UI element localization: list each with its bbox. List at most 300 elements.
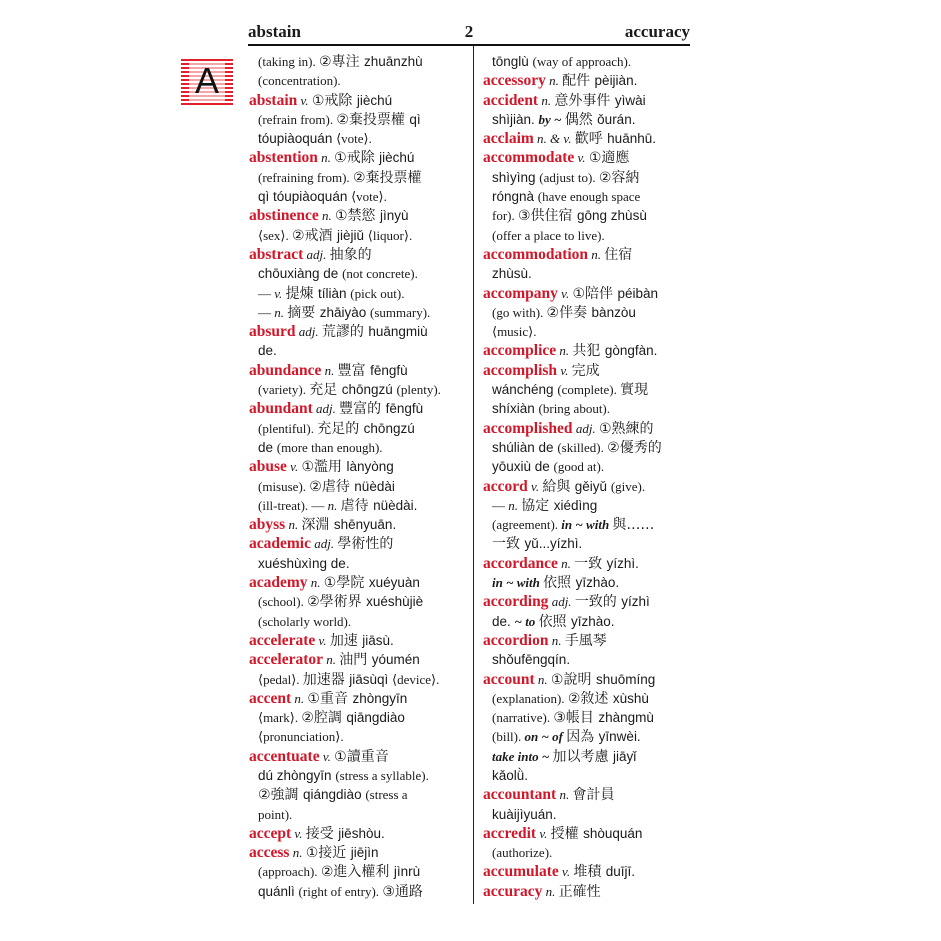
chinese-text: 充足的 xyxy=(317,420,364,437)
part-of-speech: adj. xyxy=(312,401,340,417)
part-of-speech: n. xyxy=(557,555,575,571)
pinyin: chōngzú xyxy=(363,420,415,436)
pinyin: qì xyxy=(409,111,421,127)
chinese-text: 因為 xyxy=(566,729,599,746)
entry-continuation-line xyxy=(483,52,690,71)
entry-continuation-line xyxy=(249,882,471,901)
pinyin: zhùsù. xyxy=(492,266,532,282)
pinyin: kǎolǜ. xyxy=(492,767,529,783)
headword: accommodation xyxy=(483,245,589,263)
headword: according xyxy=(483,593,549,611)
pinyin: shìyìng xyxy=(492,169,540,185)
headword: accomplice xyxy=(483,342,557,360)
entry-headline xyxy=(483,785,690,804)
chinese-text: ②容納 xyxy=(598,169,640,186)
part-of-speech: n. xyxy=(317,150,335,166)
entry-headline xyxy=(249,515,471,534)
entry-continuation-line xyxy=(249,226,471,245)
headword: account xyxy=(483,670,535,688)
gloss-text: (narrative). xyxy=(492,710,554,726)
entry-continuation-line xyxy=(483,650,690,669)
chinese-text: 會計員 xyxy=(572,787,615,804)
entry-continuation-line xyxy=(249,187,471,206)
chinese-text: ②優秀的 xyxy=(607,439,662,456)
headword: abyss xyxy=(249,516,286,534)
entry-continuation-line xyxy=(483,438,690,457)
part-of-speech: n. xyxy=(307,575,324,591)
part-of-speech: n. xyxy=(323,652,340,668)
part-of-speech: n. xyxy=(274,304,288,320)
gloss-text: — xyxy=(492,497,509,513)
pinyin: yōuxiù de xyxy=(492,459,554,475)
chinese-text: 實現 xyxy=(620,382,649,399)
pinyin: shúliàn de xyxy=(492,439,558,455)
gloss-text: (have enough space xyxy=(537,189,641,205)
chinese-text: 與…… xyxy=(612,517,655,534)
entry-headline xyxy=(483,419,690,438)
chinese-text: 加速器 xyxy=(302,671,350,688)
chinese-text: ②伴奏 xyxy=(546,304,592,321)
gloss-text: (bring about). xyxy=(538,401,611,417)
chinese-text: 一致 xyxy=(574,555,607,572)
pinyin: shíxiàn xyxy=(492,401,539,417)
headword: accent xyxy=(249,689,292,707)
headword: accordance xyxy=(483,554,558,572)
entry-headline xyxy=(483,148,690,167)
gloss-text: (more than enough). xyxy=(276,439,383,455)
gloss-text: (offer a place to live). xyxy=(492,227,605,243)
entry-headline xyxy=(249,631,471,650)
chinese-text: ②學術界 xyxy=(307,594,367,611)
part-of-speech: adj. xyxy=(548,594,575,610)
gloss-text: (explanation). xyxy=(492,690,568,706)
gloss-text: (stress a syllable). xyxy=(335,767,429,783)
entry-headline xyxy=(483,631,690,650)
entry-continuation-line xyxy=(483,168,690,187)
entry-continuation-line xyxy=(483,264,690,283)
gloss-text: (variety). xyxy=(258,382,310,398)
chinese-text: 學術性的 xyxy=(337,536,394,553)
part-of-speech: n. xyxy=(538,92,555,108)
entry-headline xyxy=(483,824,690,843)
pinyin: de xyxy=(258,439,277,455)
entry-continuation-line xyxy=(249,168,471,187)
entry-continuation-line xyxy=(249,592,471,611)
entry-continuation-line xyxy=(249,110,471,129)
headword: accelerator xyxy=(249,651,323,669)
chinese-text: ③供住宿 xyxy=(518,208,578,225)
chinese-text: 給與 xyxy=(542,478,575,495)
entry-continuation-line xyxy=(249,52,471,71)
part-of-speech: v. xyxy=(527,478,543,494)
gloss-text: (ill-treat). — xyxy=(258,497,328,513)
chinese-text: 荒謬的 xyxy=(321,324,369,341)
pinyin: tōnglù xyxy=(492,54,533,69)
headword: accord xyxy=(483,477,528,495)
gloss-text: (give). xyxy=(610,478,646,494)
entry-continuation-line xyxy=(249,477,471,496)
headword: accommodate xyxy=(483,149,575,167)
chinese-text: ③通路 xyxy=(382,883,423,900)
gloss-text: (refraining from). xyxy=(258,169,353,185)
chinese-text: ②敘述 xyxy=(567,690,613,707)
pinyin: jiēshòu. xyxy=(338,825,385,841)
part-of-speech: n. xyxy=(534,671,551,687)
pinyin: jièchú xyxy=(379,150,415,166)
pinyin: wánchéng xyxy=(492,382,558,398)
part-of-speech: n. xyxy=(556,787,573,803)
headword: accelerate xyxy=(249,631,316,649)
pinyin: péibàn xyxy=(617,285,659,301)
headword: absurd xyxy=(249,323,296,341)
gloss-text: (approach). xyxy=(258,864,321,880)
gloss-text: ⟨pedal⟩. xyxy=(258,671,303,687)
pinyin: chōngzú xyxy=(341,382,397,398)
part-of-speech: n. xyxy=(556,343,573,359)
chinese-text: 共犯 xyxy=(572,343,605,360)
pinyin: quánlì xyxy=(258,883,299,899)
entry-headline xyxy=(249,824,471,843)
pinyin: jiāsù. xyxy=(362,632,394,648)
pinyin: huāngmiù xyxy=(368,324,428,340)
pinyin: zhuānzhù xyxy=(364,54,423,69)
pinyin: shìjiàn. xyxy=(492,111,539,127)
pinyin: nüèdài xyxy=(354,478,395,494)
part-of-speech: v. xyxy=(557,285,573,301)
part-of-speech: v. xyxy=(557,362,572,378)
entry-headline xyxy=(483,341,690,360)
chinese-text: 完成 xyxy=(571,362,600,379)
part-of-speech: n. xyxy=(588,246,605,262)
thumb-tab-letter: A xyxy=(189,61,225,101)
chinese-text: 正確性 xyxy=(558,883,601,900)
part-of-speech: n. xyxy=(545,73,563,89)
pinyin: tóupiàoquán xyxy=(258,131,337,147)
chinese-text: ①讀重音 xyxy=(334,748,389,765)
pinyin: xùshù xyxy=(612,690,649,706)
letter-thumb-tab xyxy=(181,57,233,105)
gloss-text: (bill). xyxy=(492,729,525,745)
gloss-text: — xyxy=(258,304,275,320)
column-divider xyxy=(473,46,474,904)
entry-continuation-line xyxy=(249,805,471,824)
entry-continuation-line xyxy=(249,708,471,727)
pinyin: xuéyuàn xyxy=(368,575,420,591)
chinese-text: 油門 xyxy=(339,652,372,669)
chinese-text: 一致的 xyxy=(574,594,622,611)
chinese-text: 住宿 xyxy=(604,246,633,263)
part-of-speech: v. xyxy=(574,150,589,166)
chinese-text: ②棄投票權 xyxy=(336,111,410,128)
entry-headline xyxy=(249,245,471,264)
part-of-speech: v. xyxy=(291,825,306,841)
pinyin: dú zhòngyīn xyxy=(258,767,336,783)
pinyin: ǒurán. xyxy=(597,111,636,127)
entry-continuation-line xyxy=(249,785,471,804)
entry-headline xyxy=(249,361,471,380)
chinese-text: ①適應 xyxy=(588,150,630,167)
part-of-speech: n. xyxy=(289,845,306,861)
headword: abstain xyxy=(249,91,298,109)
pinyin: pèijiàn. xyxy=(594,73,638,89)
entry-continuation-line xyxy=(483,110,690,129)
gloss-text: (stress a xyxy=(365,787,408,803)
chinese-text: ②棄投票權 xyxy=(352,169,422,186)
idiom-phrase: ~ to xyxy=(514,613,539,629)
chinese-text: 加速 xyxy=(329,632,363,649)
entry-continuation-line xyxy=(249,129,471,148)
headword: accordion xyxy=(483,631,549,649)
pinyin: róngnà xyxy=(492,189,538,205)
part-of-speech: n. xyxy=(318,208,335,224)
page-header xyxy=(248,22,690,46)
gloss-text: (concentration). xyxy=(258,73,341,89)
headword: accountant xyxy=(483,786,557,804)
entry-continuation-line xyxy=(483,747,690,766)
part-of-speech: v. xyxy=(315,632,330,648)
chinese-text: ①濫用 xyxy=(301,459,347,476)
entry-headline xyxy=(249,689,471,708)
headword: academic xyxy=(249,535,311,553)
part-of-speech: n. xyxy=(285,517,302,533)
pinyin: shuōmíng xyxy=(595,671,656,687)
headword: accuracy xyxy=(483,882,543,900)
entry-headline xyxy=(483,477,690,496)
left-column xyxy=(249,52,471,901)
entry-continuation-line xyxy=(483,689,690,708)
gloss-text: (plenty). xyxy=(396,382,441,398)
gloss-text: (complete). xyxy=(557,382,621,398)
pinyin: shòuquán xyxy=(583,825,643,841)
gloss-text: (plentiful). xyxy=(258,420,318,436)
entry-continuation-line xyxy=(249,380,471,399)
gloss-text: (taking in). xyxy=(258,54,320,69)
entry-continuation-line xyxy=(483,843,690,862)
entry-headline xyxy=(483,862,690,881)
gloss-text: (school). xyxy=(258,594,308,610)
part-of-speech: adj. xyxy=(572,420,599,436)
headword: academy xyxy=(249,574,308,592)
part-of-speech: n. xyxy=(548,632,565,648)
chinese-text: ①接近 xyxy=(305,845,351,862)
entry-continuation-line xyxy=(249,419,471,438)
entry-continuation-line xyxy=(249,554,471,573)
headword: abstinence xyxy=(249,207,319,225)
entry-headline xyxy=(249,534,471,553)
page-number: 2 xyxy=(464,22,474,41)
chinese-text: 依照 xyxy=(538,613,572,630)
entry-headline xyxy=(483,129,690,148)
gloss-text: (skilled). xyxy=(557,439,608,455)
chinese-text: 深淵 xyxy=(301,517,334,534)
chinese-text: 充足 xyxy=(309,382,342,399)
entry-headline xyxy=(249,747,471,766)
pinyin: xuéshùjiè xyxy=(366,594,424,610)
header-first-word: abstain xyxy=(248,22,301,41)
pinyin: gòngfàn. xyxy=(604,343,658,359)
gloss-text: ⟨vote⟩. xyxy=(351,189,387,205)
pinyin: xuéshùxìng de. xyxy=(258,555,350,571)
chinese-text: ③帳目 xyxy=(553,710,599,727)
chinese-text: 加以考慮 xyxy=(552,748,613,765)
gloss-text: ⟨pronunciation⟩. xyxy=(258,729,344,745)
idiom-phrase: in ~ with xyxy=(561,517,613,533)
entry-continuation-line xyxy=(483,534,690,553)
pinyin: nüèdài. xyxy=(373,497,418,513)
gloss-text: (summary). xyxy=(370,304,431,320)
pinyin: chōuxiàng de xyxy=(258,266,343,282)
chinese-text: ②專注 xyxy=(319,54,365,70)
gloss-text: (pick out). xyxy=(350,285,405,301)
headword: accredit xyxy=(483,824,537,842)
part-of-speech: n. xyxy=(321,362,338,378)
entry-continuation-line xyxy=(483,727,690,746)
chinese-text: 偶然 xyxy=(564,111,598,128)
entry-headline xyxy=(483,91,690,110)
gloss-text: ⟨device⟩. xyxy=(392,671,440,687)
pinyin: zhàngmù xyxy=(598,710,654,726)
entry-continuation-line xyxy=(249,71,471,90)
headword: accept xyxy=(249,824,292,842)
part-of-speech: adj. xyxy=(303,246,330,262)
chinese-text: 虐待 xyxy=(340,497,374,514)
part-of-speech: n. xyxy=(291,690,308,706)
chinese-text: 一致 xyxy=(492,536,525,553)
part-of-speech: n. xyxy=(327,497,341,513)
pinyin: jiāyǐ xyxy=(612,748,637,764)
pinyin: lànyòng xyxy=(346,459,394,475)
idiom-phrase: take into ~ xyxy=(492,748,553,764)
entry-continuation-line xyxy=(483,805,690,824)
entry-continuation-line xyxy=(249,862,471,881)
pinyin: qì tóupiàoquán xyxy=(258,189,352,205)
pinyin: yìwài xyxy=(614,92,646,108)
chinese-text: 手風琴 xyxy=(564,632,607,649)
pinyin: jìnyù xyxy=(380,208,409,224)
chinese-text: 摘要 xyxy=(287,304,320,321)
entry-headline xyxy=(483,361,690,380)
gloss-text: ⟨sex⟩. xyxy=(258,227,292,243)
entry-continuation-line xyxy=(249,612,471,631)
gloss-text: (way of approach). xyxy=(532,54,632,69)
gloss-text: ⟨music⟩. xyxy=(492,324,537,340)
headword: accompany xyxy=(483,284,558,302)
gloss-text: (scholarly world). xyxy=(258,613,352,629)
entry-headline xyxy=(249,457,471,476)
chinese-text: ①熟練的 xyxy=(598,420,654,437)
gloss-text: ⟨mark⟩. xyxy=(258,710,302,726)
part-of-speech: adj. xyxy=(310,536,338,552)
entry-continuation-line xyxy=(483,573,690,592)
pinyin: shǒufēngqín. xyxy=(492,652,571,668)
entry-headline xyxy=(249,650,471,669)
entry-headline xyxy=(249,399,471,418)
idiom-phrase: by ~ xyxy=(538,111,565,127)
part-of-speech: v. xyxy=(319,748,335,764)
pinyin: yóumén xyxy=(371,652,420,668)
gloss-text: (adjust to). xyxy=(539,169,599,185)
gloss-text: (agreement). xyxy=(492,517,562,533)
entry-continuation-line xyxy=(249,264,471,283)
headword: accomplished xyxy=(483,419,573,437)
entry-continuation-line xyxy=(483,303,690,322)
entry-continuation-line xyxy=(249,766,471,785)
chinese-text: 豐富 xyxy=(337,362,371,379)
chinese-text: 配件 xyxy=(562,73,595,90)
part-of-speech: v. xyxy=(536,825,551,841)
chinese-text: ①戒除 xyxy=(311,92,357,109)
entry-continuation-line xyxy=(483,708,690,727)
gloss-text: (not concrete). xyxy=(342,266,418,282)
right-column xyxy=(483,52,690,901)
headword: acclaim xyxy=(483,130,534,148)
chinese-text: 歡呼 xyxy=(574,131,608,148)
entry-headline xyxy=(483,670,690,689)
pinyin: huānhū. xyxy=(607,131,656,147)
headword: accessory xyxy=(483,72,546,90)
part-of-speech: v. xyxy=(286,459,302,475)
gloss-text: (authorize). xyxy=(492,845,553,861)
pinyin: yīzhào. xyxy=(575,575,620,591)
part-of-speech: v. xyxy=(558,864,574,880)
idiom-phrase: on ~ of xyxy=(524,729,567,745)
headword: abuse xyxy=(249,458,287,476)
entry-continuation-line xyxy=(249,496,471,515)
part-of-speech: adj. xyxy=(295,324,322,340)
gloss-text: (go with). xyxy=(492,304,547,320)
pinyin: yǔ...yízhì. xyxy=(524,536,583,552)
chinese-text: ②腔調 xyxy=(301,710,347,727)
chinese-text: ①重音 xyxy=(307,690,353,707)
pinyin: tíliàn xyxy=(318,285,351,301)
headword: access xyxy=(249,844,290,862)
chinese-text: 豐富的 xyxy=(339,401,386,418)
pinyin: xiédìng xyxy=(553,497,598,513)
pinyin: zhāiyào xyxy=(319,304,370,320)
pinyin: fēngfù xyxy=(370,362,408,378)
headword: abstract xyxy=(249,245,304,263)
entry-continuation-line xyxy=(483,496,690,515)
pinyin: jièchú xyxy=(356,92,393,108)
entry-headline xyxy=(483,882,690,901)
entry-headline xyxy=(483,71,690,90)
pinyin: bànzòu xyxy=(591,304,636,320)
headword: accentuate xyxy=(249,747,320,765)
pinyin: yīzhào. xyxy=(571,613,615,629)
part-of-speech: v. xyxy=(274,285,286,301)
pinyin: de. xyxy=(492,613,515,629)
chinese-text: ①禁慾 xyxy=(335,208,381,225)
chinese-text: ①戒除 xyxy=(334,150,380,167)
entry-headline xyxy=(249,322,471,341)
part-of-speech: n. & v. xyxy=(533,131,575,147)
entry-continuation-line xyxy=(483,206,690,225)
chinese-text: 協定 xyxy=(521,497,554,514)
entry-continuation-line xyxy=(483,187,690,206)
chinese-text: 堆積 xyxy=(573,864,606,881)
gloss-text: (good at). xyxy=(553,459,605,475)
entry-continuation-line xyxy=(483,612,690,631)
gloss-text: — xyxy=(258,285,275,301)
entry-headline xyxy=(483,245,690,264)
headword: abundant xyxy=(249,400,313,418)
chinese-text: ②強調 xyxy=(258,787,304,804)
gloss-text: (refrain from). xyxy=(258,111,337,127)
pinyin: zhòngyīn xyxy=(352,690,408,706)
chinese-text: 依照 xyxy=(543,575,576,592)
entry-headline xyxy=(483,592,690,611)
chinese-text: 授權 xyxy=(550,825,584,842)
